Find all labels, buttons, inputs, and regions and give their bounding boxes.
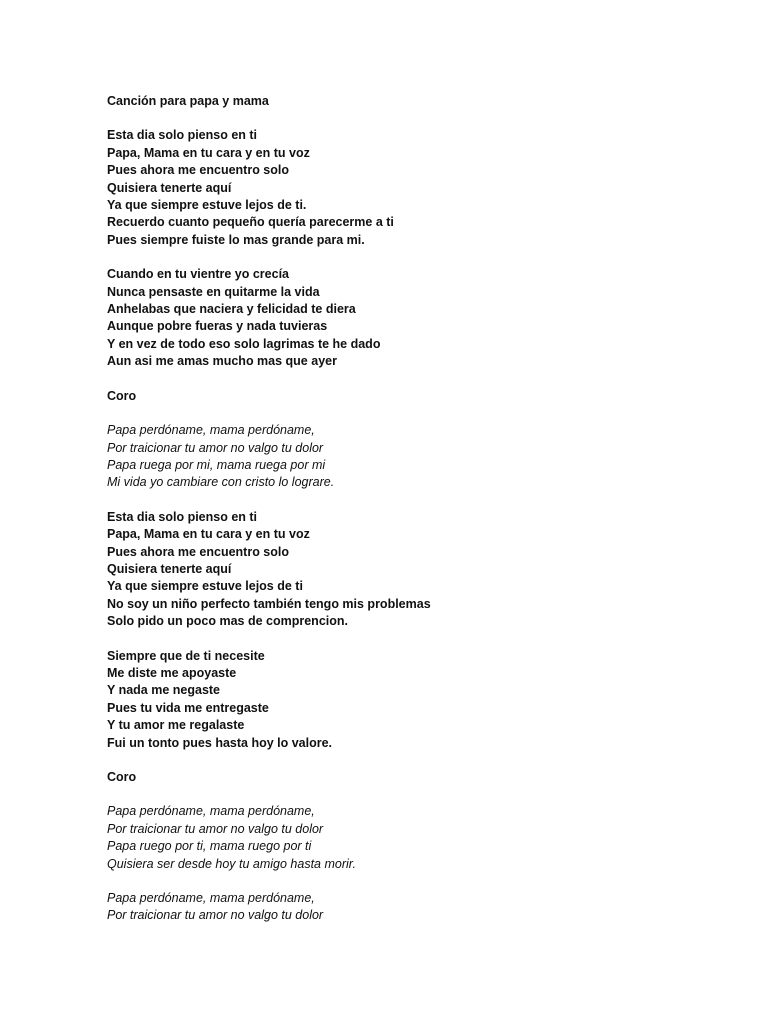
lyric-line: Pues ahora me encuentro solo bbox=[107, 163, 289, 178]
lyric-line: Por traicionar tu amor no valgo tu dolor bbox=[107, 908, 324, 923]
lyric-line: Ya que siempre estuve lejos de ti. bbox=[107, 198, 307, 213]
lyric-line: Cuando en tu vientre yo crecía bbox=[107, 267, 289, 282]
lyric-line: Recuerdo cuanto pequeño quería parecerme a ti bbox=[107, 215, 394, 230]
lyric-line: Solo pido un poco mas de comprencion. bbox=[107, 614, 348, 629]
verse-stanza bbox=[107, 127, 707, 249]
lyric-line: Papa, Mama en tu cara y en tu voz bbox=[107, 145, 310, 160]
lyric-line: Quisiera ser desde hoy tu amigo hasta morir. bbox=[107, 856, 356, 871]
lyric-line: Aun asi me amas mucho mas que ayer bbox=[107, 354, 337, 369]
lyric-line: Me diste me apoyaste bbox=[107, 665, 237, 680]
lyric-line: Ya que siempre estuve lejos de ti bbox=[107, 579, 303, 594]
lyric-line: Quisiera tenerte aquí bbox=[107, 561, 232, 576]
lyric-line: Papa ruego por ti, mama ruego por ti bbox=[107, 839, 312, 854]
chorus-stanza bbox=[107, 890, 707, 925]
lyric-line: Siempre que de ti necesite bbox=[107, 648, 265, 663]
lyric-line: Esta dia solo pienso en ti bbox=[107, 509, 258, 524]
lyric-line: No soy un niño perfecto también tengo mis problemas bbox=[107, 596, 431, 611]
lyric-line: Y en vez de todo eso solo lagrimas te he dado bbox=[107, 336, 381, 351]
verse-stanza bbox=[107, 509, 707, 631]
lyric-line: Quisiera tenerte aquí bbox=[107, 180, 232, 195]
chorus-stanza bbox=[107, 803, 707, 873]
lyric-line: Papa perdóname, mama perdóname, bbox=[107, 804, 315, 819]
verse-stanza bbox=[107, 648, 707, 752]
lyric-line: Nunca pensaste en quitarme la vida bbox=[107, 284, 320, 299]
lyrics-blocks bbox=[107, 127, 707, 924]
chorus-stanza bbox=[107, 422, 707, 492]
lyric-line: Pues ahora me encuentro solo bbox=[107, 544, 289, 559]
lyric-line: Pues tu vida me entregaste bbox=[107, 700, 269, 715]
verse-stanza bbox=[107, 266, 707, 370]
lyric-line: Anhelabas que naciera y felicidad te diera bbox=[107, 302, 356, 317]
section-label: Coro bbox=[107, 388, 137, 403]
lyric-line: Papa, Mama en tu cara y en tu voz bbox=[107, 527, 310, 542]
lyric-line: Papa perdóname, mama perdóname, bbox=[107, 891, 315, 906]
lyric-line: Mi vida yo cambiare con cristo lo lograre. bbox=[107, 475, 335, 490]
lyric-line: Papa ruega por mi, mama ruega por mi bbox=[107, 457, 326, 472]
lyrics-body bbox=[107, 93, 707, 942]
lyric-line: Por traicionar tu amor no valgo tu dolor bbox=[107, 440, 324, 455]
lyric-line: Esta dia solo pienso en ti bbox=[107, 128, 258, 143]
lyric-line: Aunque pobre fueras y nada tuvieras bbox=[107, 319, 328, 334]
lyric-line: Y nada me negaste bbox=[107, 683, 221, 698]
lyric-line: Por traicionar tu amor no valgo tu dolor bbox=[107, 821, 324, 836]
section-label: Coro bbox=[107, 770, 137, 784]
song-title: Canción para papa y mama bbox=[107, 94, 269, 108]
lyric-line: Fui un tonto pues hasta hoy lo valore. bbox=[107, 735, 333, 750]
lyric-line: Pues siempre fuiste lo mas grande para mi. bbox=[107, 232, 365, 247]
lyric-line: Y tu amor me regalaste bbox=[107, 718, 245, 733]
lyric-line: Papa perdóname, mama perdóname, bbox=[107, 423, 315, 438]
